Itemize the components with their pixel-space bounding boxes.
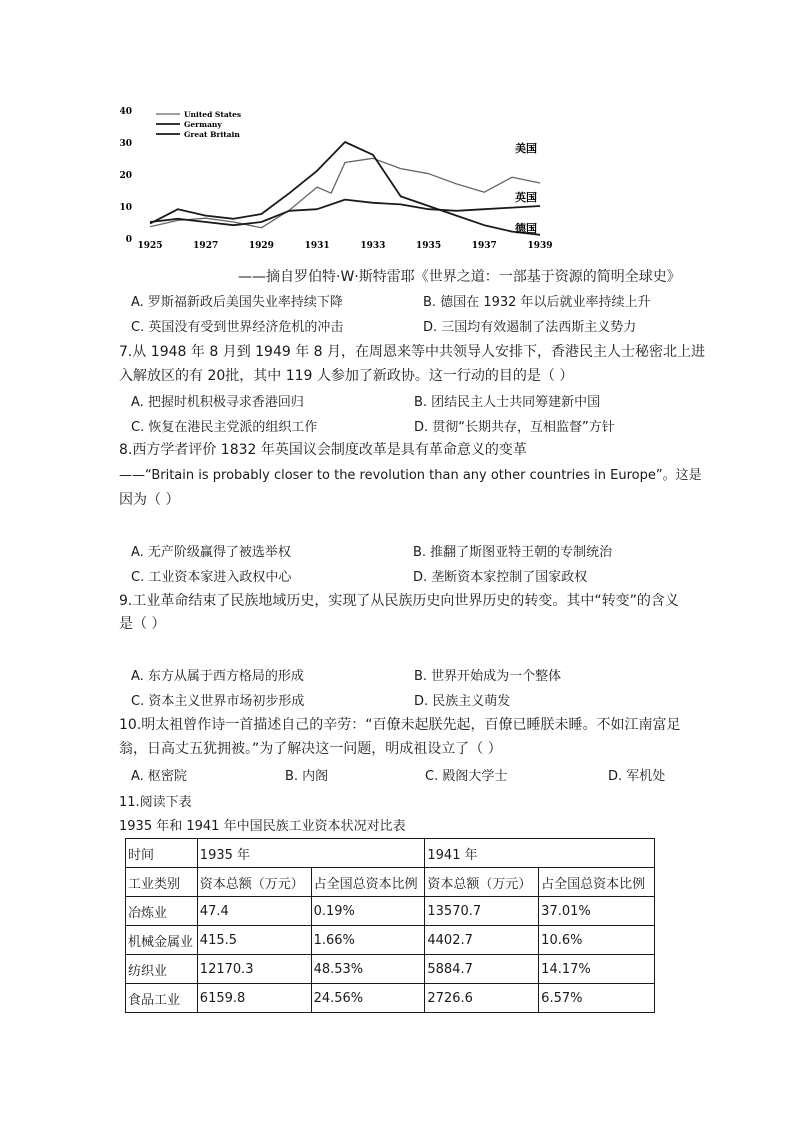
q10-option-a[interactable]: A. 枢密院 — [131, 769, 187, 784]
legend-label: Germany — [184, 120, 222, 129]
cell-total-1935: 6159.8 — [197, 984, 311, 1013]
q6-option-b[interactable]: B. 德国在 1932 年以后就业率持续上升 — [423, 295, 651, 310]
header-1935: 1935 年 — [197, 839, 425, 868]
cell-ratio-1935: 0.19% — [311, 897, 425, 926]
annotation-de: 德国 — [515, 222, 537, 235]
header-ratio-1941: 占全国总资本比例 — [539, 868, 655, 897]
q9-stem-line1: 9.工业革命结束了民族地域历史，实现了从民族历史向世界历史的转变。其中“转变”的含义 — [119, 593, 679, 609]
cell-ratio-1941: 6.57% — [539, 984, 655, 1013]
cell-category: 食品工业 — [126, 984, 198, 1013]
q11-stem: 11.阅读下表 — [119, 795, 192, 810]
cell-total-1935: 415.5 — [197, 926, 311, 955]
cell-total-1935: 47.4 — [197, 897, 311, 926]
q10-stem-line1: 10.明太祖曾作诗一首描述自己的辛劳：“百僚未起朕先起，百僚已睡朕未睡。不如江南富足 — [119, 717, 681, 733]
q9-stem-line2: 是（ ） — [119, 616, 166, 632]
table-title: 1935 年和 1941 年中国民族工业资本状况对比表 — [119, 819, 406, 834]
cell-category: 纺织业 — [126, 955, 198, 984]
header-category: 工业类别 — [126, 868, 198, 897]
source-citation: ——摘自罗伯特·W·斯特雷耶《世界之道：一部基于资源的简明全球史》 — [238, 269, 681, 285]
x-tick-label: 1939 — [527, 241, 553, 251]
q10-stem-line2: 翁，日高丈五犹拥被。”为了解决这一问题，明成祖设立了（ ） — [119, 741, 502, 757]
q7-option-b[interactable]: B. 团结民主人士共同筹建新中国 — [414, 395, 601, 410]
q8-option-c[interactable]: C. 工业资本家进入政权中心 — [131, 570, 292, 585]
table-row — [126, 955, 655, 984]
legend-label: Great Britain — [184, 130, 240, 139]
annotation-us: 美国 — [515, 142, 537, 155]
header-total-1935: 资本总额（万元） — [197, 868, 311, 897]
q8-stem-line3: 因为（ ） — [119, 492, 180, 508]
q9-option-b[interactable]: B. 世界开始成为一个整体 — [414, 669, 562, 684]
q7-option-c[interactable]: C. 恢复在港民主党派的组织工作 — [131, 420, 318, 435]
series-line-great-britain — [150, 200, 540, 226]
x-tick-label: 1927 — [193, 241, 219, 251]
x-tick-label: 1933 — [360, 241, 386, 251]
cell-total-1941: 5884.7 — [425, 955, 539, 984]
header-1941: 1941 年 — [425, 839, 655, 868]
q6-option-d[interactable]: D. 三国均有效遏制了法西斯主义势力 — [423, 320, 637, 335]
y-tick-label: 40 — [119, 107, 132, 117]
series-line-united-states — [150, 158, 540, 228]
q8-option-a[interactable]: A. 无产阶级赢得了被选举权 — [131, 545, 291, 560]
x-tick-label: 1929 — [248, 241, 274, 251]
y-tick-label: 10 — [119, 203, 132, 213]
q7-stem-line1: 7.从 1948 年 8 月到 1949 年 8 月，在周恩来等中共领导人安排下，香港民主人士秘密北上进 — [119, 344, 706, 360]
cell-total-1941: 4402.7 — [425, 926, 539, 955]
cell-ratio-1941: 10.6% — [539, 926, 655, 955]
table-row — [126, 926, 655, 955]
q7-stem-line2: 入解放区的有 20批，其中 119 人参加了新政协。这一行动的目的是（ ） — [119, 368, 574, 384]
q6-option-c[interactable]: C. 英国没有受到世界经济危机的冲击 — [131, 320, 344, 335]
cell-ratio-1935: 24.56% — [311, 984, 425, 1013]
unemployment-line-chart — [110, 100, 560, 258]
q10-option-c[interactable]: C. 殿阁大学士 — [425, 769, 508, 784]
annotation-gb: 英国 — [515, 191, 537, 204]
cell-category: 机械金属业 — [126, 926, 198, 955]
x-tick-label: 1937 — [471, 241, 497, 251]
cell-category: 冶炼业 — [126, 897, 198, 926]
q10-option-b[interactable]: B. 内阁 — [285, 769, 329, 784]
cell-total-1941: 2726.6 — [425, 984, 539, 1013]
q7-option-a[interactable]: A. 把握时机积极寻求香港回归 — [131, 395, 304, 410]
q8-option-d[interactable]: D. 垄断资本家控制了国家政权 — [413, 570, 588, 585]
q10-option-d[interactable]: D. 军机处 — [608, 769, 666, 784]
q8-stem-line1: 8.西方学者评价 1832 年英国议会制度改革是具有革命意义的变革 — [119, 442, 527, 458]
cell-ratio-1935: 1.66% — [311, 926, 425, 955]
q8-option-b[interactable]: B. 推翻了斯图亚特王朝的专制统治 — [413, 545, 613, 560]
table-row — [126, 984, 655, 1013]
q9-option-d[interactable]: D. 民族主义萌发 — [414, 694, 511, 709]
cell-total-1941: 13570.7 — [425, 897, 539, 926]
x-tick-label: 1931 — [304, 241, 330, 251]
q9-option-a[interactable]: A. 东方从属于西方格局的形成 — [131, 669, 304, 684]
header-total-1941: 资本总额（万元） — [425, 868, 539, 897]
header-ratio-1935: 占全国总资本比例 — [311, 868, 425, 897]
capital-comparison-table — [125, 838, 655, 1013]
table-row — [126, 897, 655, 926]
q7-option-d[interactable]: D. 贯彻“长期共存，互相监督”方针 — [414, 420, 615, 435]
q9-option-c[interactable]: C. 资本主义世界市场初步形成 — [131, 694, 305, 709]
series-line-germany — [150, 142, 540, 235]
y-tick-label: 30 — [119, 139, 132, 149]
q6-option-a[interactable]: A. 罗斯福新政后美国失业率持续下降 — [131, 295, 343, 310]
x-tick-label: 1925 — [137, 241, 163, 251]
y-tick-label: 20 — [119, 171, 132, 181]
header-time: 时间 — [126, 839, 198, 868]
q8-stem-line2: ——“Britain is probably closer to the revolution than any other countries in Europe”。这是 — [119, 468, 702, 483]
cell-ratio-1941: 37.01% — [539, 897, 655, 926]
y-tick-label: 0 — [125, 235, 132, 245]
cell-total-1935: 12170.3 — [197, 955, 311, 984]
legend-label: United States — [184, 110, 242, 119]
x-tick-label: 1935 — [416, 241, 442, 251]
cell-ratio-1935: 48.53% — [311, 955, 425, 984]
cell-ratio-1941: 14.17% — [539, 955, 655, 984]
